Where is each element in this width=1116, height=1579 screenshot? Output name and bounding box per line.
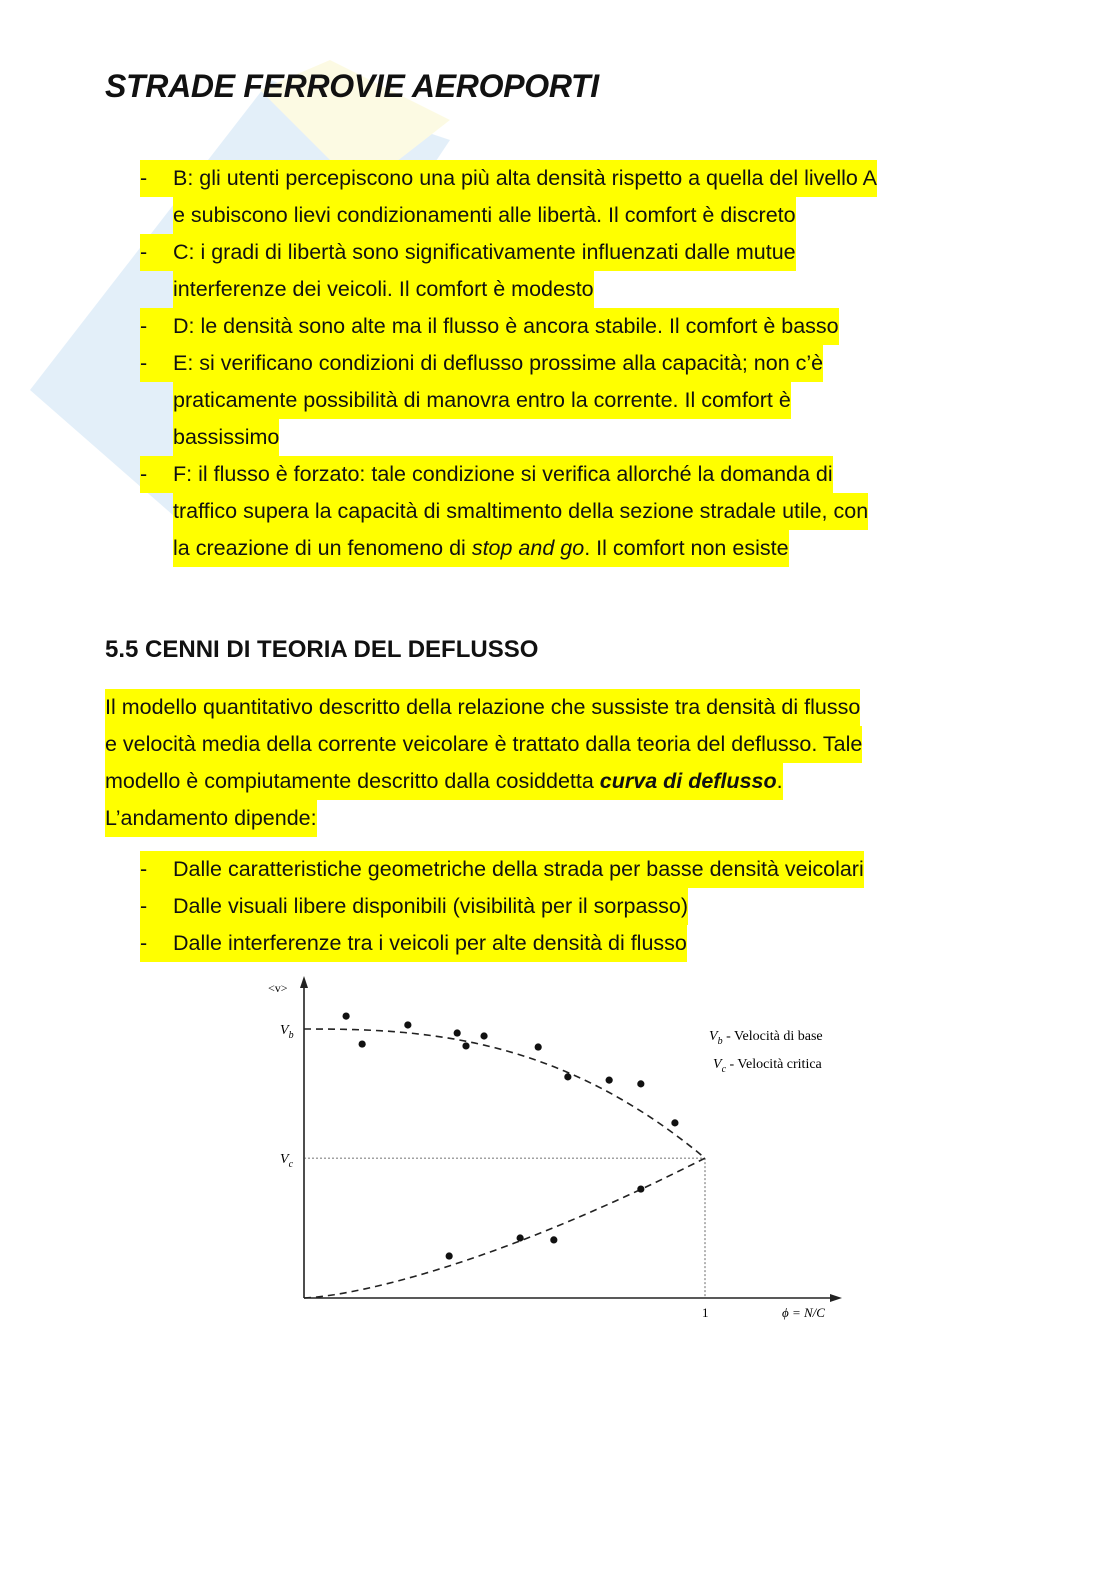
x-axis-arrow-icon	[830, 1294, 842, 1302]
list-item	[105, 345, 1025, 456]
text-line	[105, 726, 1025, 763]
y-tick-subscript: b	[288, 1030, 294, 1041]
text-segment: L’andamento dipende:	[105, 806, 317, 830]
line-text	[173, 308, 839, 345]
line-text	[173, 888, 688, 925]
legend-text: b	[717, 1036, 723, 1047]
data-point	[517, 1234, 524, 1241]
depends-list	[105, 851, 1025, 962]
data-point	[550, 1236, 557, 1243]
line-text	[173, 197, 796, 234]
data-point	[606, 1077, 613, 1084]
bullet-dash: -	[140, 925, 183, 962]
list-item	[105, 925, 1025, 962]
text-segment: e subiscono lievi condizionamenti alle libertà. Il comfort è discreto	[173, 203, 796, 227]
list-item	[105, 456, 1025, 567]
data-point	[454, 1029, 461, 1036]
text-segment: traffico supera la capacità di smaltimento della sezione stradale utile, con	[173, 499, 869, 523]
x-tick-label: 1	[702, 1305, 709, 1320]
y-tick-subscript: c	[288, 1159, 294, 1171]
legend-text: c	[721, 1064, 727, 1075]
line-text	[105, 689, 860, 726]
y-tick-label-c: $V_c$	[280, 1152, 294, 1171]
text-segment: modello è compiutamente descritto dalla cosiddetta	[105, 769, 600, 793]
text-segment: curva di deflusso	[599, 769, 777, 793]
line-text	[173, 493, 868, 530]
page-title: STRADE FERROVIE AEROPORTI	[105, 68, 599, 104]
text-segment: Dalle interferenze tra i veicoli per alte densità di flusso	[173, 931, 687, 955]
text-segment: F: il flusso è forzato: tale condizione si verifica allorché la domanda di	[173, 462, 833, 486]
list-item	[105, 308, 1025, 345]
bullet-dash: -	[140, 160, 183, 197]
data-point	[446, 1252, 453, 1259]
data-point	[671, 1119, 678, 1126]
bullet-dash: -	[140, 888, 183, 925]
text-line	[105, 800, 1025, 837]
y-tick-label-b: $V_b$	[280, 1023, 294, 1041]
x-axis-label: ϕ = N/C	[782, 1305, 825, 1320]
line-text	[173, 530, 789, 567]
text-line	[105, 925, 1025, 962]
text-segment: C: i gradi di libertà sono significativamente influenzati dalle mutue	[173, 240, 796, 264]
data-point	[404, 1021, 411, 1028]
data-point	[535, 1043, 542, 1050]
line-text	[173, 160, 877, 197]
text-line	[105, 345, 1025, 382]
data-point	[637, 1080, 644, 1087]
lower-branch-curve	[304, 1158, 705, 1298]
upper-branch-curve	[304, 1029, 705, 1158]
bullet-dash: -	[140, 308, 183, 345]
line-text	[173, 419, 279, 456]
text-line	[105, 530, 1025, 567]
line-text	[173, 456, 833, 493]
text-segment: . Il comfort non esiste	[584, 536, 789, 560]
bullet-dash: -	[140, 234, 183, 271]
text-segment: E: si verificano condizioni di deflusso prossime alla capacità; non c’è	[173, 351, 824, 375]
line-text	[105, 763, 783, 800]
text-line	[105, 271, 1025, 308]
text-segment: e velocità media della corrente veicolare è trattato dalla teoria del deflusso. Tale	[105, 732, 863, 756]
data-point	[480, 1032, 487, 1039]
paragraph	[105, 689, 1025, 837]
legend-text: - Velocità di base	[722, 1029, 823, 1044]
bullet-dash: -	[140, 456, 183, 493]
section-heading: 5.5 CENNI DI TEORIA DEL DEFLUSSO	[105, 636, 539, 663]
text-line	[105, 763, 1025, 800]
text-line	[105, 456, 1025, 493]
list-item	[105, 888, 1025, 925]
text-line	[105, 308, 1025, 345]
text-segment: D: le densità sono alte ma il flusso è ancora stabile. Il comfort è basso	[173, 314, 839, 338]
legend-entry	[713, 1057, 823, 1075]
text-line	[105, 197, 1025, 234]
line-text	[105, 800, 317, 837]
line-text	[173, 382, 791, 419]
text-segment: praticamente possibilità di manovra entro la corrente. Il comfort è	[173, 388, 791, 412]
list-item	[105, 234, 1025, 308]
text-line	[105, 851, 1025, 888]
list-item	[105, 160, 1025, 234]
text-line	[105, 234, 1025, 271]
legend-text: - Velocità critica	[726, 1057, 822, 1072]
line-text	[105, 726, 862, 763]
legend-text: V	[713, 1057, 722, 1072]
line-text	[173, 271, 594, 308]
text-segment: .	[776, 769, 783, 793]
text-line	[105, 419, 1025, 456]
legend-entry	[709, 1029, 823, 1047]
text-line	[105, 160, 1025, 197]
data-point	[359, 1040, 366, 1047]
line-text	[173, 851, 864, 888]
data-point	[462, 1042, 469, 1049]
line-text	[173, 925, 687, 962]
text-segment: stop and go	[471, 536, 585, 560]
text-segment: la creazione di un fenomeno di	[173, 536, 472, 560]
text-segment: bassissimo	[173, 425, 280, 449]
legend-text: V	[709, 1029, 718, 1044]
text-segment: Dalle caratteristiche geometriche della strada per basse densità veicolari	[173, 857, 864, 881]
y-axis-arrow-icon	[300, 976, 308, 988]
data-point	[343, 1012, 350, 1019]
text-line	[105, 382, 1025, 419]
data-point	[637, 1185, 644, 1192]
data-point	[564, 1073, 571, 1080]
text-line	[105, 493, 1025, 530]
text-line	[105, 689, 1025, 726]
levels-list	[105, 160, 1025, 567]
text-segment: B: gli utenti percepiscono una più alta densità rispetto a quella del livello A	[173, 166, 877, 190]
bullet-dash: -	[140, 345, 183, 382]
flow-curve-chart	[262, 972, 852, 1332]
list-item	[105, 851, 1025, 888]
line-text	[173, 234, 796, 271]
text-segment: Dalle visuali libere disponibili (visibilità per il sorpasso)	[173, 894, 689, 918]
text-segment: interferenze dei veicoli. Il comfort è modesto	[173, 277, 594, 301]
text-line	[105, 888, 1025, 925]
bullet-dash: -	[140, 851, 183, 888]
y-axis-label: <v>	[268, 981, 288, 995]
text-segment: Il modello quantitativo descritto della relazione che sussiste tra densità di flusso	[105, 695, 861, 719]
line-text	[173, 345, 823, 382]
